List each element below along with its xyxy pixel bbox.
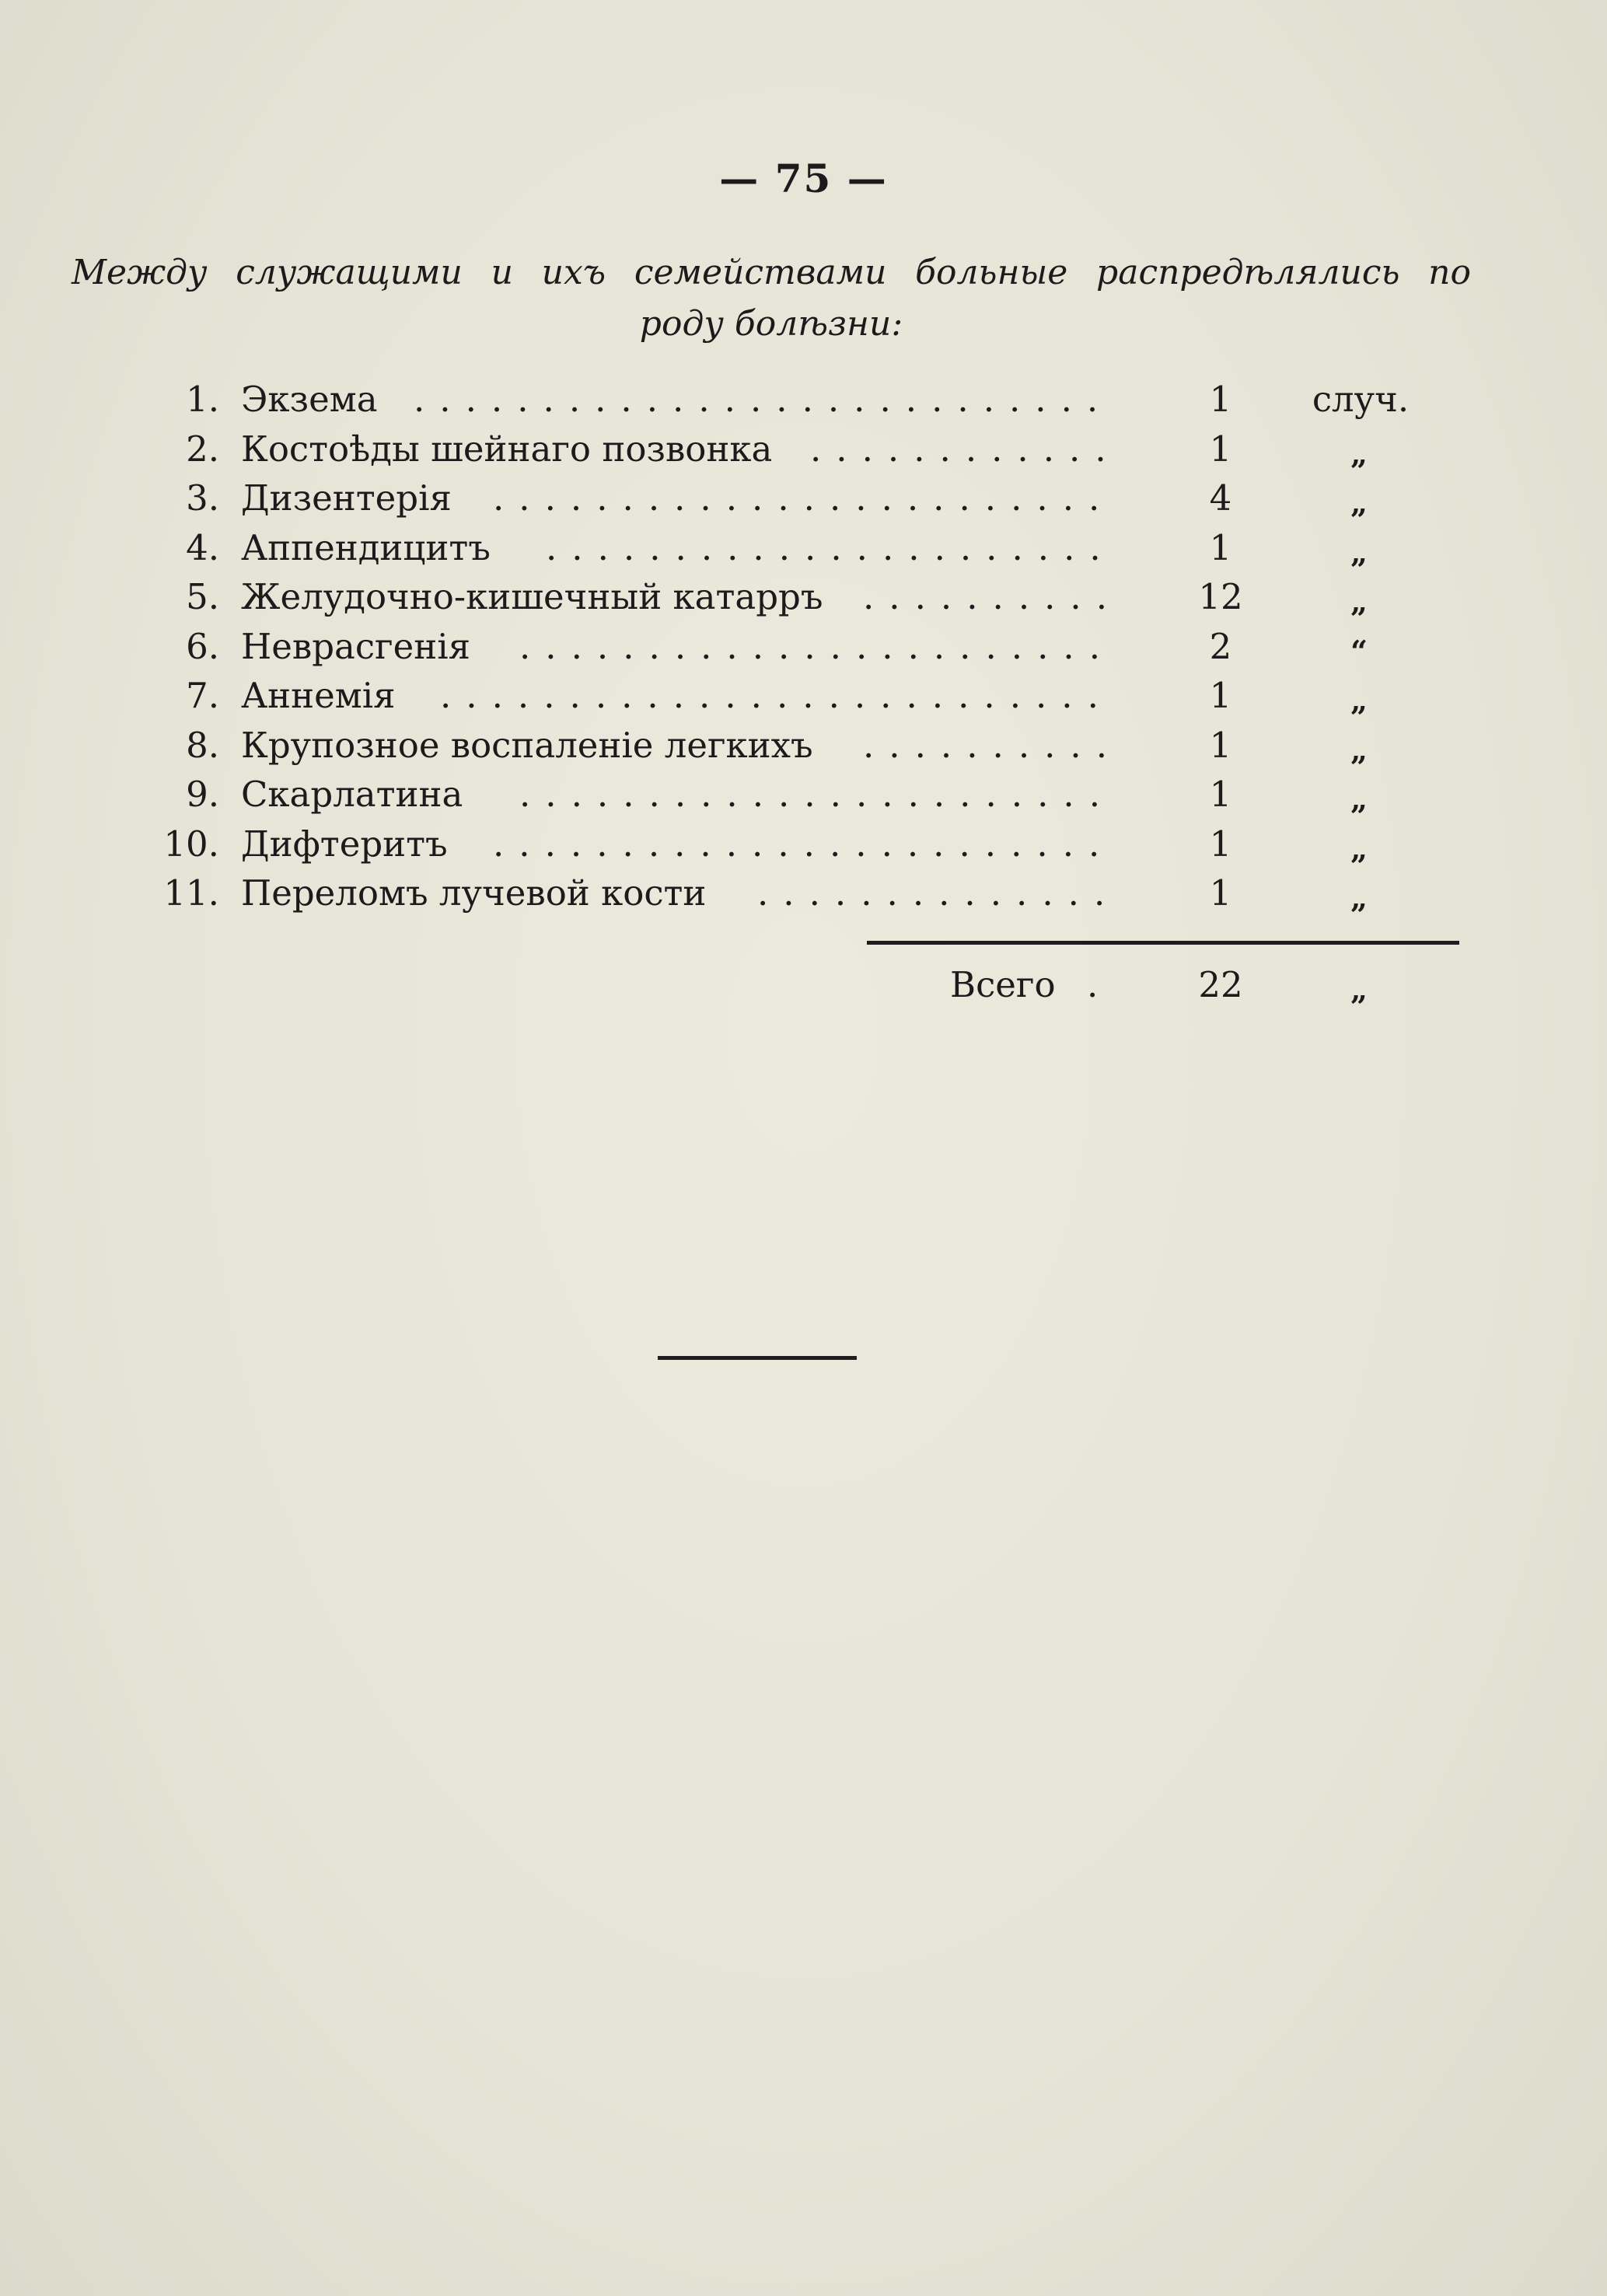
row-count: 1	[1209, 823, 1232, 865]
row-count: 12	[1198, 576, 1243, 617]
ditto-mark: „	[1350, 732, 1368, 767]
row-name: Аппендицитъ	[241, 526, 491, 568]
dot-leader: ........................	[493, 477, 1115, 519]
ditto-mark: „	[1350, 534, 1368, 570]
ditto-mark: “	[1350, 633, 1368, 669]
ditto-mark: „	[1350, 880, 1368, 915]
intro-line-1: Между служащими и ихъ семействами больные распредѣлялись по	[72, 253, 1471, 292]
dot-leader: .......................	[519, 625, 1115, 667]
page-number: — 75 —	[719, 156, 888, 201]
row-number: 4.	[186, 526, 219, 568]
row-name: Дифтеритъ	[241, 823, 448, 865]
row-count: 1	[1209, 428, 1232, 470]
row-number: 8.	[186, 724, 219, 766]
dot-leader: .......................	[519, 774, 1115, 815]
row-count: 1	[1209, 379, 1232, 420]
ditto-mark: „	[1350, 584, 1368, 619]
ditto-mark: „	[1350, 435, 1368, 471]
row-name: Желудочно-кишечный катарръ	[241, 576, 823, 617]
dot-leader: ........................	[493, 823, 1115, 865]
row-number: 1.	[186, 379, 219, 420]
row-number: 7.	[186, 675, 219, 716]
row-number: 11.	[163, 872, 219, 914]
dot-leader: ...........................	[414, 379, 1113, 420]
row-name: Переломъ лучевой кости	[241, 872, 707, 914]
dot-leader: ............	[810, 428, 1121, 470]
row-count: 1	[1209, 724, 1232, 766]
total-unit: „	[1350, 972, 1368, 1007]
row-number: 5.	[186, 576, 219, 617]
row-name: Крупозное воспаленіе легкихъ	[241, 724, 813, 766]
row-count: 4	[1209, 477, 1232, 519]
row-name: Костоѣды шейнаго позвонка	[241, 428, 773, 470]
ditto-mark: „	[1350, 485, 1368, 520]
row-number: 2.	[186, 428, 219, 470]
dot-leader: ......................	[546, 526, 1116, 568]
row-count: 2	[1209, 625, 1232, 667]
row-number: 3.	[186, 477, 219, 519]
total-count: 22	[1198, 964, 1243, 1005]
row-count: 1	[1209, 526, 1232, 568]
row-unit: случ.	[1312, 379, 1410, 420]
row-count: 1	[1209, 872, 1232, 914]
row-number: 10.	[163, 823, 219, 865]
dot-leader: ..........	[863, 576, 1123, 617]
ditto-mark: „	[1350, 781, 1368, 816]
row-count: 1	[1209, 774, 1232, 815]
ditto-mark: „	[1350, 683, 1368, 718]
dot-leader: ..........	[863, 724, 1123, 766]
row-name: Неврасгенія	[241, 625, 471, 667]
row-count: 1	[1209, 675, 1232, 716]
row-number: 9.	[186, 774, 219, 815]
dot-leader: ..........................	[440, 675, 1113, 716]
row-name: Экзема	[241, 379, 378, 420]
intro-paragraph	[72, 247, 1471, 350]
total-label: Всего	[950, 964, 1056, 1005]
row-name: Аннемія	[241, 675, 396, 716]
ditto-mark: „	[1350, 830, 1368, 866]
end-rule	[658, 1356, 857, 1360]
intro-line-2: роду болѣзни:	[639, 304, 903, 344]
row-name: Дизентерія	[241, 477, 452, 519]
total-dot: .	[1087, 964, 1099, 1005]
row-number: 6.	[186, 625, 219, 667]
dot-leader: ..............	[757, 872, 1120, 914]
row-name: Скарлатина	[241, 774, 463, 815]
total-rule	[867, 941, 1459, 945]
